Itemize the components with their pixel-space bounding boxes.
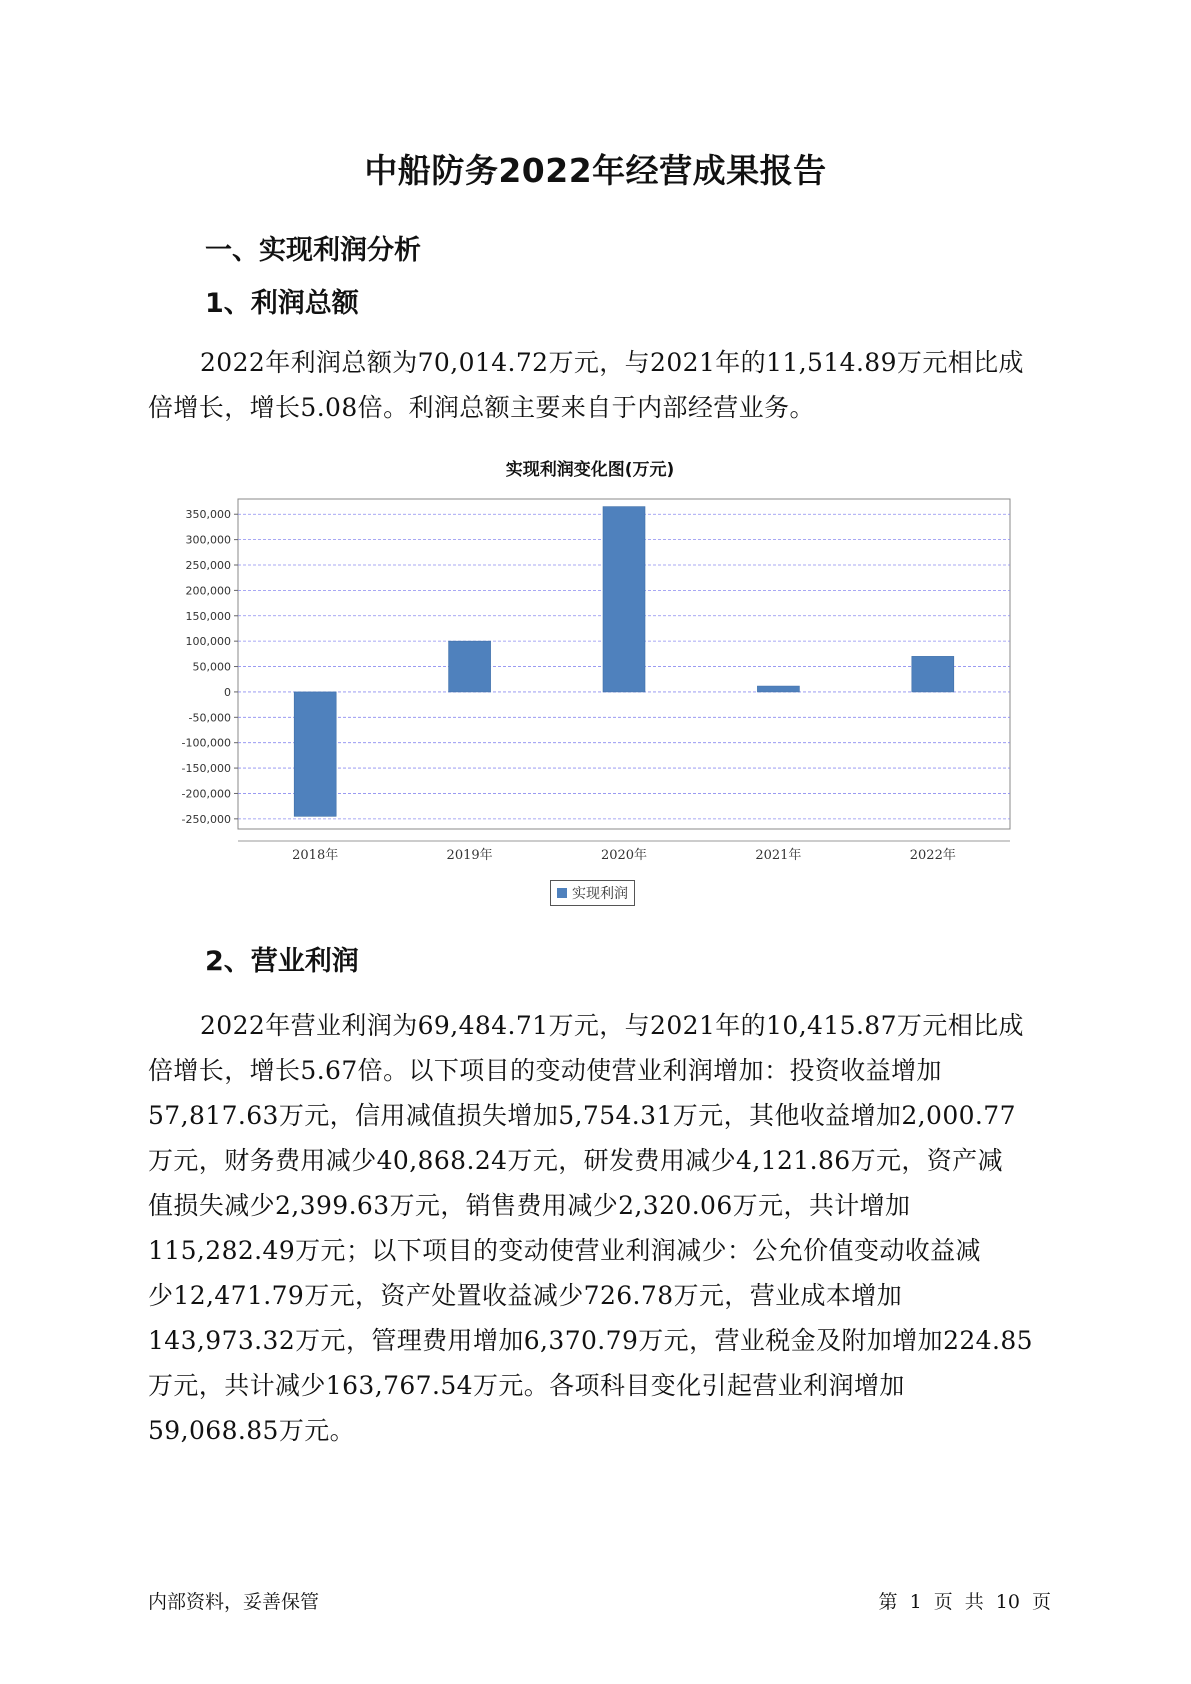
footer-confidential-note: 内部资料，妥善保管: [148, 1591, 320, 1613]
paragraph-line: 少12,471.79万元，资产处置收益减少726.78万元，营业成本增加: [148, 1281, 903, 1310]
legend-swatch: [557, 888, 567, 898]
bar-2018年: [294, 692, 336, 816]
chart-canvas: [160, 455, 1020, 875]
y-tick-label: -200,000: [181, 787, 231, 801]
paragraph-line: 2022年利润总额为70,014.72万元，与2021年的11,514.89万元相比成: [200, 348, 1024, 377]
paragraph-line: 值损失减少2,399.63万元，销售费用减少2,320.06万元，共计增加: [148, 1191, 911, 1220]
x-tick-label: 2021年: [755, 848, 802, 863]
bar-2020年: [603, 507, 645, 692]
subheading-total-profit: 1、利润总额: [205, 288, 359, 319]
paragraph-line: 59,068.85万元。: [148, 1416, 356, 1445]
paragraph-total-profit: [148, 340, 1050, 430]
chart-legend: [550, 880, 635, 906]
y-tick-label: -50,000: [188, 711, 231, 725]
paragraph-line: 倍增长，增长5.08倍。利润总额主要来自于内部经营业务。: [148, 393, 815, 422]
paragraph-line: 115,282.49万元；以下项目的变动使营业利润减少：公允价值变动收益减: [148, 1236, 981, 1265]
subheading-operating-profit: 2、营业利润: [205, 946, 359, 977]
legend-label: 实现利润: [572, 886, 628, 902]
paragraph-line: 万元，财务费用减少40,868.24万元，研发费用减少4,121.86万元，资产减: [148, 1146, 1003, 1175]
y-tick-label: 300,000: [185, 533, 231, 547]
paragraph-line: 2022年营业利润为69,484.71万元，与2021年的10,415.87万元相比成: [200, 1011, 1024, 1040]
y-tick-label: -250,000: [181, 812, 231, 826]
bar-2022年: [912, 656, 954, 692]
y-tick-label: 50,000: [192, 660, 231, 674]
report-title: 中船防务2022年经营成果报告: [364, 151, 827, 190]
x-tick-label: 2020年: [600, 848, 648, 863]
y-tick-label: 100,000: [185, 635, 231, 649]
y-tick-label: -150,000: [181, 762, 231, 776]
y-tick-label: 250,000: [185, 559, 231, 572]
section-heading-profit-analysis: 一、实现利润分析: [205, 235, 421, 266]
paragraph-operating-profit: [148, 1003, 1050, 1453]
paragraph-line: 倍增长，增长5.67倍。以下项目的变动使营业利润增加：投资收益增加: [148, 1056, 942, 1085]
profit-bar-chart: [160, 455, 1020, 915]
chart-title: 实现利润变化图(万元): [505, 460, 675, 480]
y-tick-label: 200,000: [185, 584, 231, 598]
y-tick-label: 350,000: [185, 508, 231, 522]
paragraph-line: 143,973.32万元，管理费用增加6,370.79万元，营业税金及附加增加224.85: [148, 1326, 1033, 1355]
footer-page-number: 第 1 页 共 10 页: [878, 1591, 1051, 1613]
y-tick-label: 150,000: [185, 609, 231, 623]
paragraph-line: 57,817.63万元，信用减值损失增加5,754.31万元，其他收益增加2,000.77: [148, 1101, 1016, 1130]
x-tick-label: 2018年: [292, 848, 339, 863]
y-tick-label: 0: [224, 685, 231, 699]
bar-2021年: [757, 686, 799, 692]
bar-2019年: [449, 641, 491, 692]
paragraph-line: 万元，共计减少163,767.54万元。各项科目变化引起营业利润增加: [148, 1371, 905, 1400]
x-tick-label: 2019年: [446, 848, 493, 863]
x-tick-label: 2022年: [909, 848, 956, 863]
y-tick-label: -100,000: [181, 736, 231, 750]
